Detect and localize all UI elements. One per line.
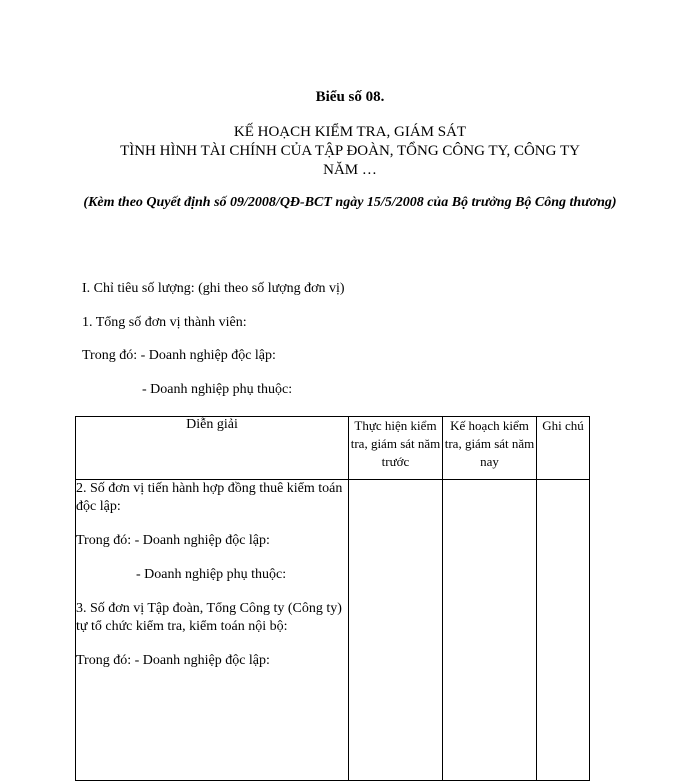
- last-year-cell: [349, 480, 443, 781]
- row-item-3-independent: Trong đó: - Doanh nghiệp độc lập:: [76, 653, 270, 668]
- row-item-3: 3. Số đơn vị Tập đoàn, Tổng Công ty (Công ty) tự tổ chức kiểm tra, kiểm toán nội bộ:: [76, 601, 342, 634]
- total-member-units: 1. Tổng số đơn vị thành viên:: [82, 315, 247, 330]
- header-last-year: Thực hiện kiểm tra, giám sát năm trước: [349, 417, 443, 480]
- notes-cell: [537, 480, 590, 781]
- header-description: Diễn giải: [76, 417, 349, 480]
- table-header-row: [76, 417, 590, 480]
- plan-table: [75, 416, 590, 781]
- decision-note: (Kèm theo Quyết định số 09/2008/QĐ-BCT ngày 15/5/2008 của Bộ trưởng Bộ Công thương): [83, 195, 617, 210]
- title-line-1: KẾ HOẠCH KIỂM TRA, GIÁM SÁT: [233, 124, 467, 140]
- dependent-enterprises: - Doanh nghiệp phụ thuộc:: [142, 382, 293, 397]
- header-notes: Ghi chú: [537, 417, 590, 480]
- title-line-2: TÌNH HÌNH TÀI CHÍNH CỦA TẬP ĐOÀN, TỔNG CÔNG TY, CÔNG TY: [120, 143, 580, 159]
- this-year-cell: [443, 480, 537, 781]
- row-item-2: 2. Số đơn vị tiến hành hợp đồng thuê kiểm toán độc lập:: [76, 481, 343, 514]
- row-item-2-dependent: - Doanh nghiệp phụ thuộc:: [136, 567, 287, 582]
- description-cell: [76, 480, 349, 781]
- table-row: [76, 480, 590, 781]
- row-item-2-independent: Trong đó: - Doanh nghiệp độc lập:: [76, 533, 270, 548]
- title-line-3: NĂM …: [323, 162, 377, 178]
- form-number: Biểu số 08.: [315, 89, 385, 105]
- independent-enterprises: Trong đó: - Doanh nghiệp độc lập:: [82, 348, 276, 363]
- header-this-year: Kế hoạch kiểm tra, giám sát năm nay: [443, 417, 537, 480]
- section-1-heading: I. Chỉ tiêu số lượng: (ghi theo số lượng đơn vị): [82, 281, 345, 296]
